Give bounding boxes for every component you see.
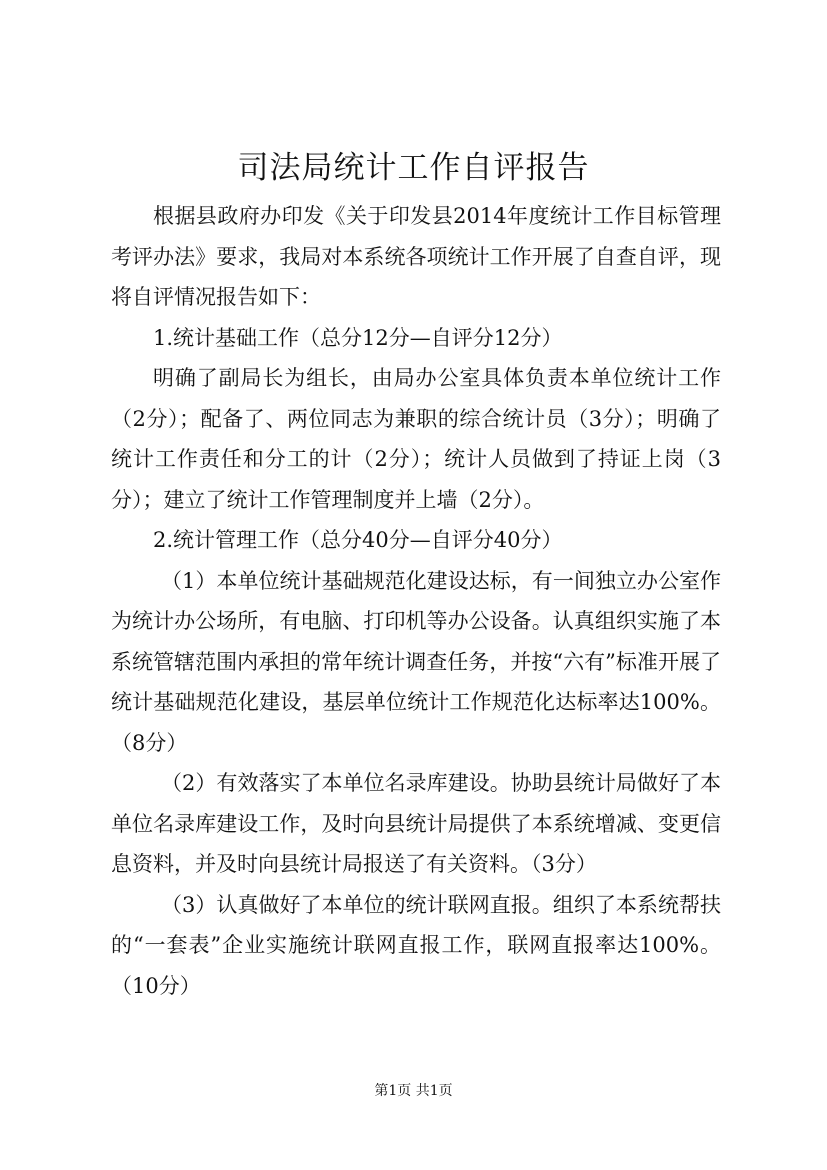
section-heading-basic-work: 1.统计基础工作（总分12分—自评分12分） [153,325,563,350]
document-body [111,196,721,1006]
paragraph-basic-work: 明确了副局长为组长，由局办公室具体负责本单位统计工作（2分）；配备了、两位同志为兼职的综合统计员（3分）；明确了统计工作责任和分工的计（2分）；统计人员做到了持证上岗（3分）；建立了统计工作管理制度并上墙（2分）。 [111,366,721,512]
paragraph-item-2: （2）有效落实了本单位名录库建设。协助县统计局做好了本单位名录库建设工作，及时向县统计局提供了本系统增减、变更信息资料，并及时向县统计局报送了有关资料。（3分） [111,771,721,876]
page-number-footer: 第1页 共1页 [374,1083,453,1099]
document-title: 司法局统计工作自评报告 [237,150,590,186]
section-heading-management-work: 2.统计管理工作（总分40分—自评分40分） [153,528,563,552]
paragraph-item-3: （3）认真做好了本单位的统计联网直报。组织了本系统帮扶的“一套表”企业实施统计联网直报工作，联网直报率达100%。（10分） [111,892,721,998]
paragraph-intro: 根据县政府办印发《关于印发县2014年度统计工作目标管理考评办法》要求，我局对本系统各项统计工作开展了自查自评，现将自评情况报告如下： [111,204,721,309]
paragraph-item-1: （1）本单位统计基础规范化建设达标，有一间独立办公室作为统计办公场所，有电脑、打印机等办公设备。认真组织实施了本系统管辖范围内承担的常年统计调查任务，并按“六有”标准开展了统计基础规范化建设，基层单位统计工作规范化达标率达100%。（8分） [111,568,721,755]
